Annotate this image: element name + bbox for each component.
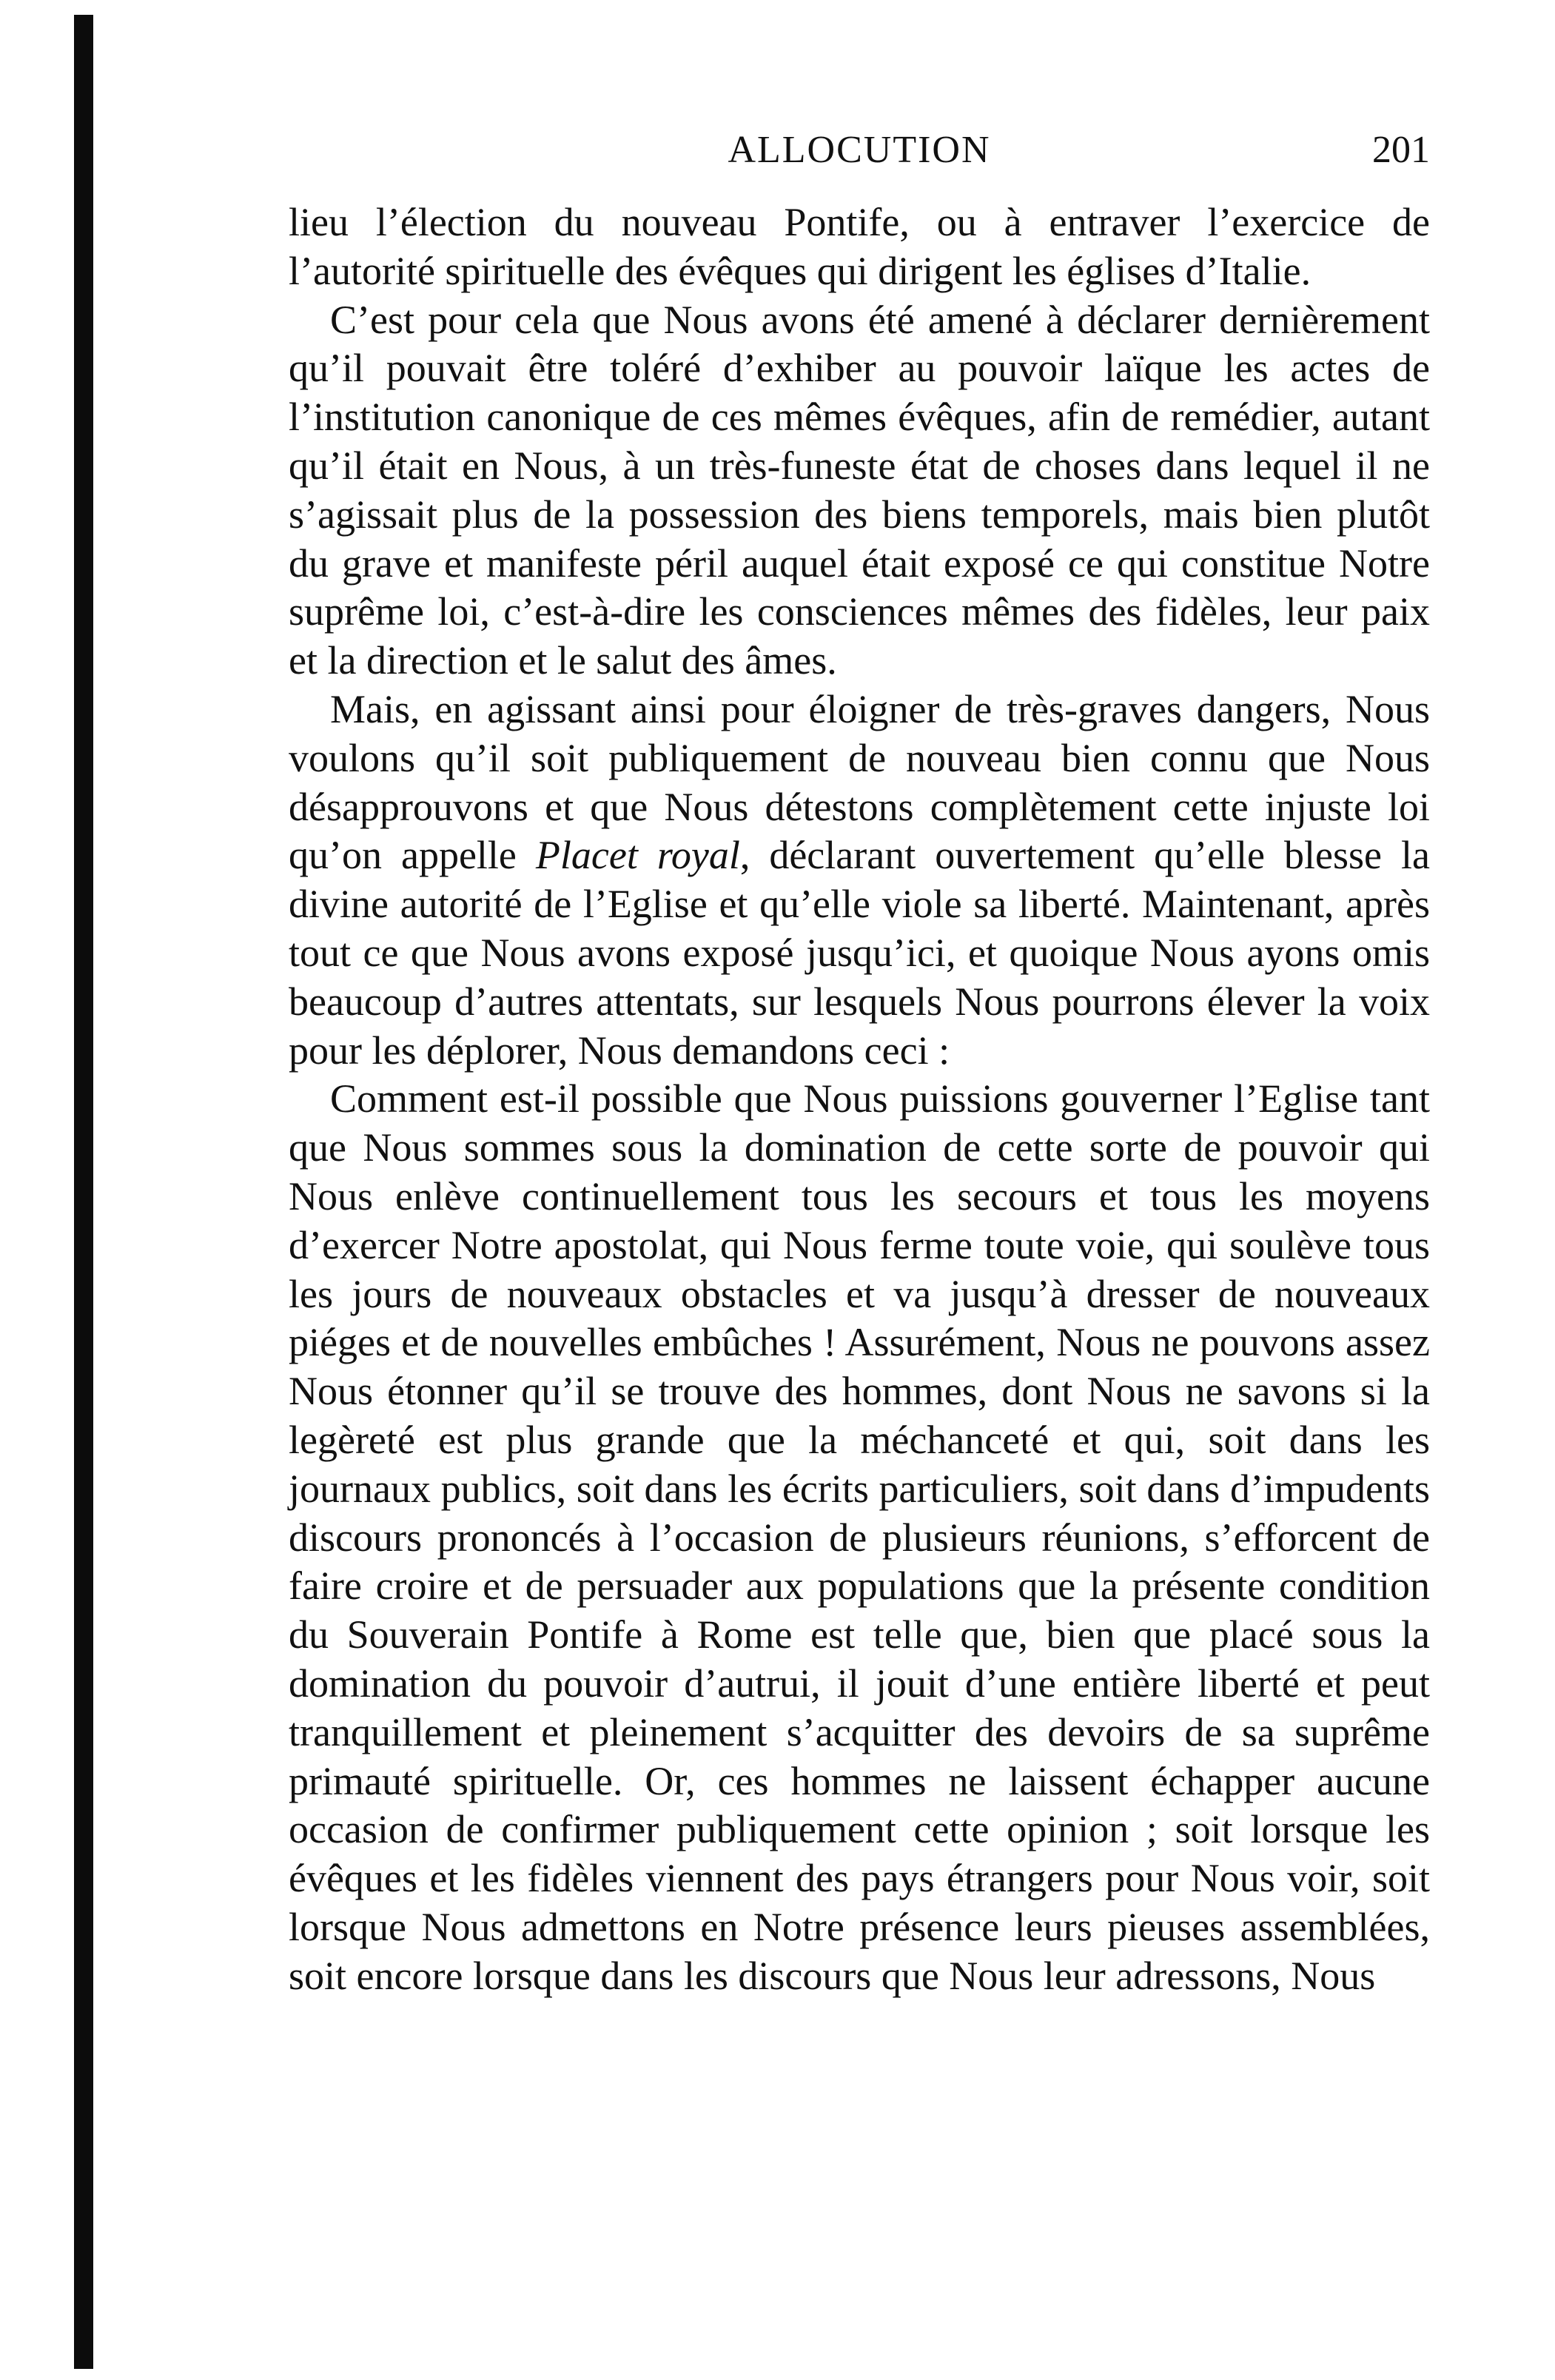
page-header bbox=[289, 124, 1430, 176]
paragraph-text: , déclarant ouvertement qu’elle blesse la divine autorité de l’Eglise et qu’elle viole sa liberté. Maintenant, après tout ce que Nous avons exposé jusqu’ici, et quoique Nous ayons omis beaucoup d’autres attentats, sur lesquels Nous pourrons élever la voix pour les déplorer, Nous demandons ceci : bbox=[289, 833, 1430, 1073]
body-text bbox=[289, 198, 1430, 2000]
paragraph-text: Mais, en agissant ainsi pour éloigner de très-graves dangers, Nous voulons qu’il soit publiquement de nouveau bien connu que Nous désapprouvons et que Nous détestons complètement cette injuste loi qu’on appelle bbox=[289, 686, 1430, 878]
running-title: ALLOCUTION bbox=[728, 129, 991, 171]
paragraph: C’est pour cela que Nous avons été amené à déclarer dernièrement qu’il pouvait être toléré d’exhiber au pouvoir laïque les actes de l’institution canonique de ces mêmes évêques, afin de remédier, autant qu’il était en Nous, à un très-funeste état de choses dans lequel il ne s’agissait plus de la possession des biens temporels, mais bien plutôt du grave et manifeste péril auquel était exposé ce qui constitue Notre suprême loi, c’est-à-dire les consciences mêmes des fidèles, leur paix et la direction et le salut des âmes. bbox=[289, 297, 1430, 683]
italic-term: Placet royal bbox=[535, 833, 740, 878]
paragraph bbox=[289, 685, 1430, 1075]
paragraph: Comment est-il possible que Nous puissions gouverner l’Eglise tant que Nous sommes sous la domination de cette sorte de pouvoir qui Nous enlève continuellement tous les secours et tous les moyens d’exercer Notre apostolat, qui Nous ferme toute voie, qui soulève tous les jours de nouveaux obstacles et va jusqu’à dresser de nouveaux piéges et de nouvelles embûches ! Assurément, Nous ne pouvons assez Nous étonner qu’il se trouve des hommes, dont Nous ne savons si la legèreté est plus grande que la méchanceté et qui, soit dans les journaux publics, soit dans les écrits particuliers, soit dans d’impudents discours prononcés à l’occasion de plusieurs réunions, s’efforcent de faire croire et de persuader aux populations que la présente condition du Souverain Pontife à Rome est telle que, bien que placé sous la domination du pouvoir d’autrui, il jouit d’une entière liberté et peut tranquillement et pleinement s’acquitter des devoirs de sa suprême primauté spirituelle. Or, ces hommes ne laissent échapper aucune occasion de confirmer publiquement cette opinion ; soit lorsque les évêques et les fidèles viennent des pays étrangers pour Nous voir, soit lorsque Nous admettons en Notre présence leurs pieuses assemblées, soit encore lorsque dans les discours que Nous leur adressons, Nous bbox=[289, 1076, 1430, 1998]
page-number: 201 bbox=[1372, 129, 1430, 171]
binding-edge bbox=[74, 15, 93, 2369]
paragraph-continuation: lieu l’élection du nouveau Pontife, ou à entraver l’exercice de l’autorité spirituelle des évêques qui dirigent les églises d’Italie. bbox=[289, 200, 1430, 293]
